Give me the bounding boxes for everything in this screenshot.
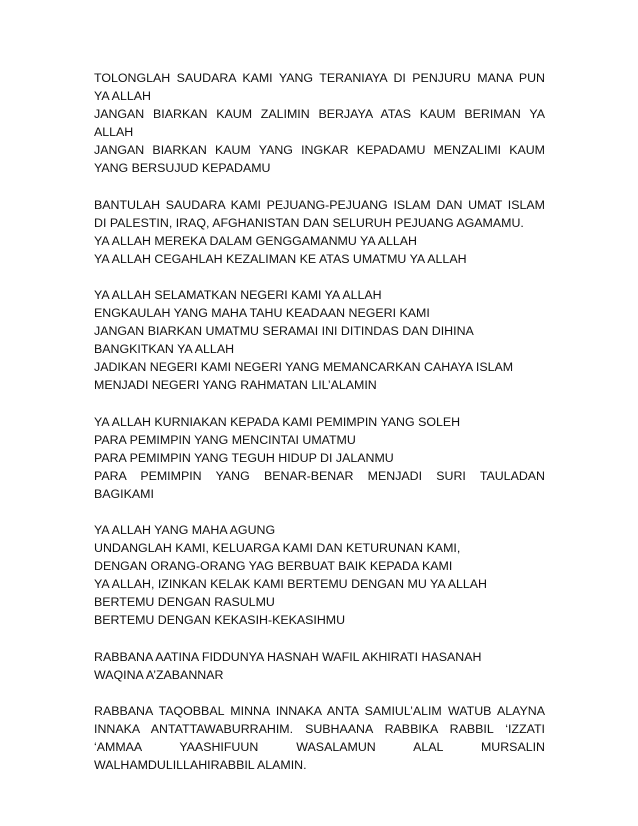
text-line: MENJADI NEGERI YANG RAHMATAN LIL’ALAMIN [94, 378, 377, 393]
text-line: WAQINA A’ZABANNAR [94, 667, 224, 682]
text-line: BANTULAH SAUDARA KAMI PEJUANG-PEJUANG ISLAM DAN UMAT ISLAM [94, 197, 545, 212]
text-line: BERTEMU DENGAN RASULMU [94, 595, 275, 610]
text-line: DI PALESTIN, IRAQ, AFGHANISTAN DAN SELURUH PEJUANG AGAMAMU. [94, 215, 524, 230]
text-line: JANGAN BIARKAN KAUM YANG INGKAR KEPADAMU MENZALIMI KAUM [94, 143, 545, 158]
text-line: YA ALLAH YANG MAHA AGUNG [94, 522, 276, 537]
text-line: YA ALLAH [94, 89, 151, 104]
text-line: YA ALLAH SELAMATKAN NEGERI KAMI YA ALLAH [94, 287, 382, 302]
paragraph [94, 702, 545, 774]
paragraph [94, 648, 545, 684]
text-line: PARA PEMIMPIN YANG BENAR-BENAR MENJADI SURI TAULADAN [94, 468, 545, 483]
text-line: BANGKITKAN YA ALLAH [94, 342, 235, 357]
document-page [94, 69, 545, 792]
text-line: JANGAN BIARKAN UMATMU SERAMAI INI DITINDAS DAN DIHINA [94, 324, 474, 339]
text-line: ENGKAULAH YANG MAHA TAHU KEADAAN NEGERI KAMI [94, 306, 430, 321]
text-line: TOLONGLAH SAUDARA KAMI YANG TERANIAYA DI PENJURU MANA PUN [94, 71, 545, 85]
text-line: RABBANA TAQOBBAL MINNA INNAKA ANTA SAMIUL’ALIM WATUB ALAYNA [94, 703, 545, 718]
text-line: WALHAMDULILLAHIRABBIL ALAMIN. [94, 758, 307, 772]
text-line: BERTEMU DENGAN KEKASIH-KEKASIHMU [94, 613, 346, 628]
paragraph [94, 286, 545, 395]
paragraph [94, 521, 545, 630]
text-line: DENGAN ORANG-ORANG YAG BERBUAT BAIK KEPADA KAMI [94, 559, 453, 574]
text-line: YA ALLAH CEGAHLAH KEZALIMAN KE ATAS UMATMU YA ALLAH [94, 251, 467, 266]
text-line: ALLAH [94, 125, 134, 140]
text-line: ‘AMMAA YAASHIFUUN WASALAMUN ALAL MURSALIN [94, 739, 545, 754]
text-line: PARA PEMIMPIN YANG MENCINTAI UMATMU [94, 432, 356, 447]
text-line: INNAKA ANTATTAWABURRAHIM. SUBHAANA RABBIKA RABBIL ‘IZZATI [94, 721, 545, 736]
text-line: YANG BERSUJUD KEPADAMU [94, 161, 271, 176]
paragraph [94, 196, 545, 268]
text-line: BAGIKAMI [94, 486, 154, 501]
text-line: UNDANGLAH KAMI, KELUARGA KAMI DAN KETURUNAN KAMI, [94, 541, 461, 556]
text-line: JANGAN BIARKAN KAUM ZALIMIN BERJAYA ATAS KAUM BERIMAN YA [94, 107, 545, 122]
paragraph [94, 413, 545, 503]
text-line: JADIKAN NEGERI KAMI NEGERI YANG MEMANCARKAN CAHAYA ISLAM [94, 360, 514, 375]
paragraph [94, 69, 545, 178]
text-line: YA ALLAH, IZINKAN KELAK KAMI BERTEMU DENGAN MU YA ALLAH [94, 577, 487, 592]
text-line: RABBANA AATINA FIDDUNYA HASNAH WAFIL AKHIRATI HASANAH [94, 649, 482, 664]
text-line: PARA PEMIMPIN YANG TEGUH HIDUP DI JALANMU [94, 450, 394, 465]
text-line: YA ALLAH MEREKA DALAM GENGGAMANMU YA ALLAH [94, 233, 417, 248]
text-line: YA ALLAH KURNIAKAN KEPADA KAMI PEMIMPIN YANG SOLEH [94, 414, 461, 429]
